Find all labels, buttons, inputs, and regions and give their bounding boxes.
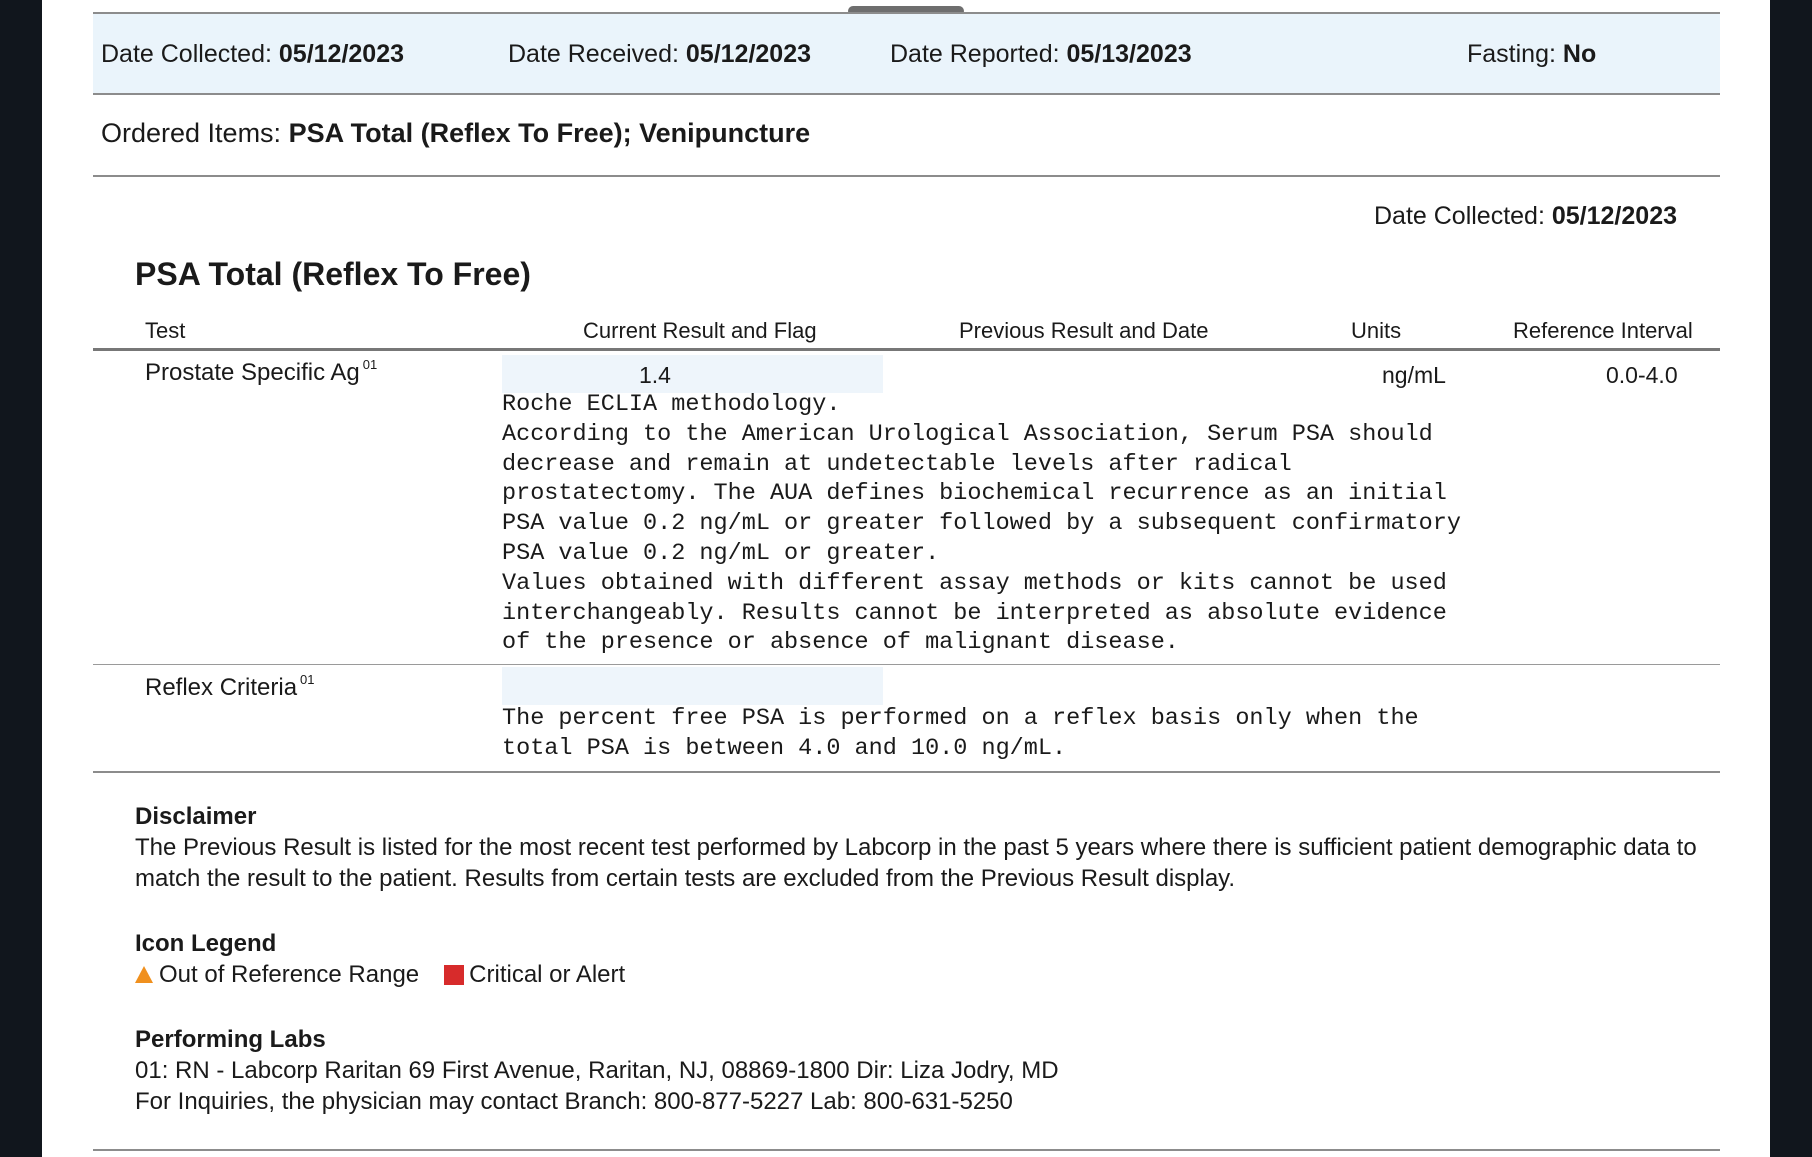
section-date-collected-value: 05/12/2023 (1551, 202, 1677, 230)
date-received-label: Date Received: (508, 40, 679, 68)
current-result-cell (502, 355, 883, 393)
critical-square-icon (444, 965, 464, 985)
disclaimer (135, 801, 1735, 894)
warning-triangle-icon (135, 966, 153, 983)
disclaimer-text: The Previous Result is listed for the most recent test performed by Labcorp in the past 5 years where there is sufficient patient demographic data to match the result to the patient. Results from certain tests are excluded from the Previous Result display. (135, 834, 1697, 892)
test-name-cell (145, 674, 315, 702)
col-current-result: Current Result and Flag (583, 318, 817, 343)
divider (93, 1149, 1720, 1151)
date-received-value: 05/12/2023 (685, 40, 812, 68)
performing-lab-address: 01: RN - Labcorp Raritan 69 First Avenue, Raritan, NJ, 08869-1800 Dir: Liza Jodry, MD (135, 1057, 1059, 1084)
ordered-items (93, 93, 1720, 177)
fasting-label: Fasting: (1467, 40, 1556, 68)
section-date-collected-label: Date Collected: (1373, 202, 1545, 230)
date-reported-value: 05/13/2023 (1066, 40, 1192, 68)
col-units: Units (1351, 318, 1402, 343)
date-collected-label: Date Collected: (101, 40, 272, 68)
ordered-items-label: Ordered Items: (101, 118, 282, 148)
critical-label: Critical or Alert (469, 961, 626, 988)
results-table-header (93, 314, 1720, 351)
icon-legend-title: Icon Legend (135, 930, 277, 957)
result-comment: The percent free PSA is performed on a reflex basis only when the total PSA is between 4.0 and 10.0 ng/mL. (502, 705, 1419, 762)
test-name-cell (145, 359, 377, 387)
test-name: Prostate Specific Ag (145, 359, 360, 386)
report-page (42, 0, 1770, 1157)
col-previous-result: Previous Result and Date (959, 318, 1209, 343)
ordered-items-value: PSA Total (Reflex To Free); Venipuncture (288, 118, 811, 148)
date-reported (890, 40, 1192, 69)
units-value: ng/mL (1382, 362, 1446, 388)
result-comment: Roche ECLIA methodology. According to the American Urological Association, Serum PSA should decrease and remain at undetectable levels after radical prostatectomy. The AUA defines biochemical recurrence as an initial PSA value 0.2 ng/mL or greater followed by a subsequent confirmatory PSA value 0.2 ng/mL or greater. Values obtained with different assay methods or kits cannot be used interchangeably. Results cannot be interpreted as absolute evidence of the presence or absence of malignant disease. (502, 391, 1461, 657)
table-row (93, 665, 1720, 773)
collection-info-bar (93, 12, 1720, 95)
icon-legend (135, 928, 1735, 990)
current-result-cell (502, 667, 883, 705)
col-reference: Reference Interval (1513, 318, 1693, 343)
fasting-value: No (1562, 40, 1597, 68)
current-result-value: 1.4 (639, 362, 671, 388)
test-name: Reflex Criteria (145, 674, 298, 701)
date-collected-value: 05/12/2023 (278, 40, 405, 68)
fasting (1467, 40, 1596, 69)
performing-lab-contact: For Inquiries, the physician may contact Branch: 800-877-5227 Lab: 800-631-5250 (135, 1088, 1013, 1115)
section-title: PSA Total (Reflex To Free) (135, 256, 531, 292)
performing-labs-title: Performing Labs (135, 1026, 326, 1053)
table-row (93, 351, 1720, 665)
lab-ref: 01 (300, 672, 315, 687)
section-date-collected (1374, 202, 1677, 231)
date-collected (101, 40, 404, 69)
col-test: Test (145, 318, 186, 343)
disclaimer-title: Disclaimer (135, 803, 257, 830)
date-reported-label: Date Reported: (890, 40, 1060, 68)
performing-labs (135, 1024, 1735, 1117)
lab-ref: 01 (362, 357, 378, 372)
out-of-range-label: Out of Reference Range (159, 961, 420, 988)
date-received (508, 40, 811, 69)
reference-interval-value: 0.0-4.0 (1606, 362, 1678, 388)
